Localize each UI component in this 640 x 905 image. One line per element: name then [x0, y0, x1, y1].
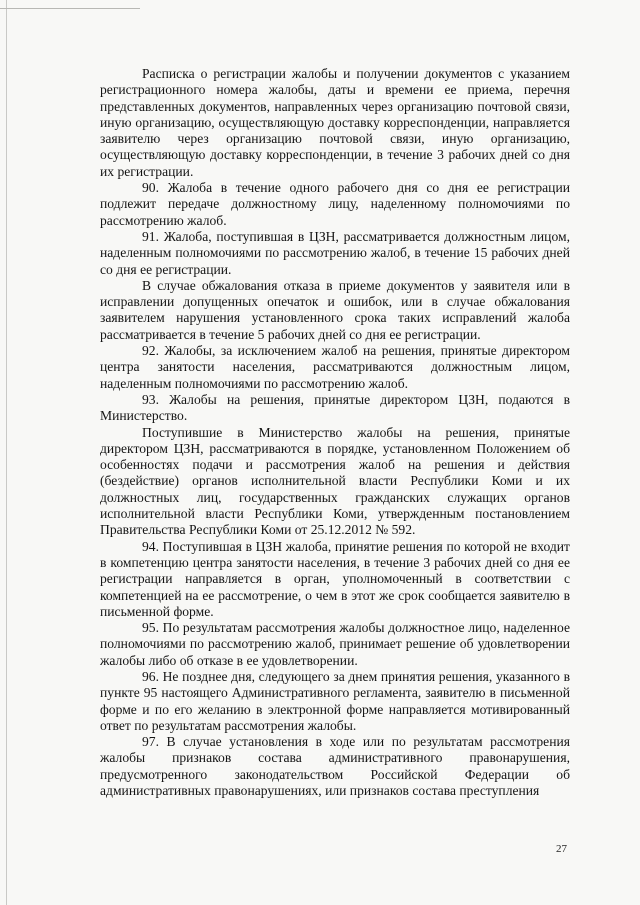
paragraph-93-ministry: Поступившие в Министерство жалобы на решения, принятые директором ЦЗН, рассматриваются в порядке, установленном Положением об особенностях подачи и рассмотрения жалоб на решения и действия (бездействие) органов исполнительной власти Республики Коми и их должностных лиц, государственных гражданских служащих органов исполнительной власти Республики Коми, утвержденным постановлением Правительства Республики Коми от 25.12.2012 № 592. — [100, 424, 570, 538]
scan-edge-top — [0, 8, 140, 9]
paragraph-95: 95. По результатам рассмотрения жалобы должностное лицо, наделенное полномочиями по рассмотрению жалоб, принимает решение об удовлетворении жалобы либо об отказе в ее удовлетворении. — [100, 620, 570, 668]
paragraph-96: 96. Не позднее дня, следующего за днем принятия решения, указанного в пункте 95 настоящего Административного регламента, заявителю в письменной форме и по его желанию в электронной форме направляется мотивированный ответ по результатам рассмотрения жалобы. — [100, 668, 570, 733]
paragraph-92: 92. Жалобы, за исключением жалоб на решения, принятые директором центра занятости населения, рассматриваются должностным лицом, наделенным полномочиями по рассмотрению жалоб. — [100, 343, 570, 391]
paragraph-91: 91. Жалоба, поступившая в ЦЗН, рассматривается должностным лицом, наделенным полномочиями по рассмотрению жалоб, в течение 15 рабочих дней со дня ее регистрации. — [100, 228, 570, 277]
paragraph-90: 90. Жалоба в течение одного рабочего дня со дня ее регистрации подлежит передаче должностному лицу, наделенному полномочиями по рассмотрению жалоб. — [100, 180, 570, 228]
document-body — [100, 66, 570, 799]
page-number: 27 — [556, 843, 567, 855]
paragraph-93: 93. Жалобы на решения, принятые директором ЦЗН, подаются в Министерство. — [100, 391, 570, 424]
paragraph-receipt: Расписка о регистрации жалобы и получении документов с указанием регистрационного номера жалобы, даты и времени ее приема, перечня представленных документов, направленных через организацию почтовой связи, иную организацию, осуществляющую доставку корреспонденции, направляется заявителю через организацию почтовой связи, иную организацию, осуществляющую доставку корреспонденции, в течение 3 рабочих дней со дня их регистрации. — [100, 66, 570, 179]
paragraph-91-refusal: В случае обжалования отказа в приеме документов у заявителя или в исправлении допущенных опечаток и ошибок, или в случае обжалования заявителем нарушения установленного срока таких исправлений жалоба рассматривается в течение 5 рабочих дней со дня ее регистрации. — [100, 277, 570, 342]
paragraph-97: 97. В случае установления в ходе или по результатам рассмотрения жалобы признаков состава административного правонарушения, предусмотренного законодательством Российской Федерации об административных правонарушениях, или признаков состава преступления — [100, 734, 570, 799]
paragraph-94: 94. Поступившая в ЦЗН жалоба, принятие решения по которой не входит в компетенцию центра занятости населения, в течение 3 рабочих дней со дня ее регистрации направляется в орган, уполномоченный в соответствии с компетенцией на ее рассмотрение, о чем в этот же срок сообщается заявителю в письменной форме. — [100, 538, 570, 619]
scan-edge-left — [6, 0, 7, 905]
